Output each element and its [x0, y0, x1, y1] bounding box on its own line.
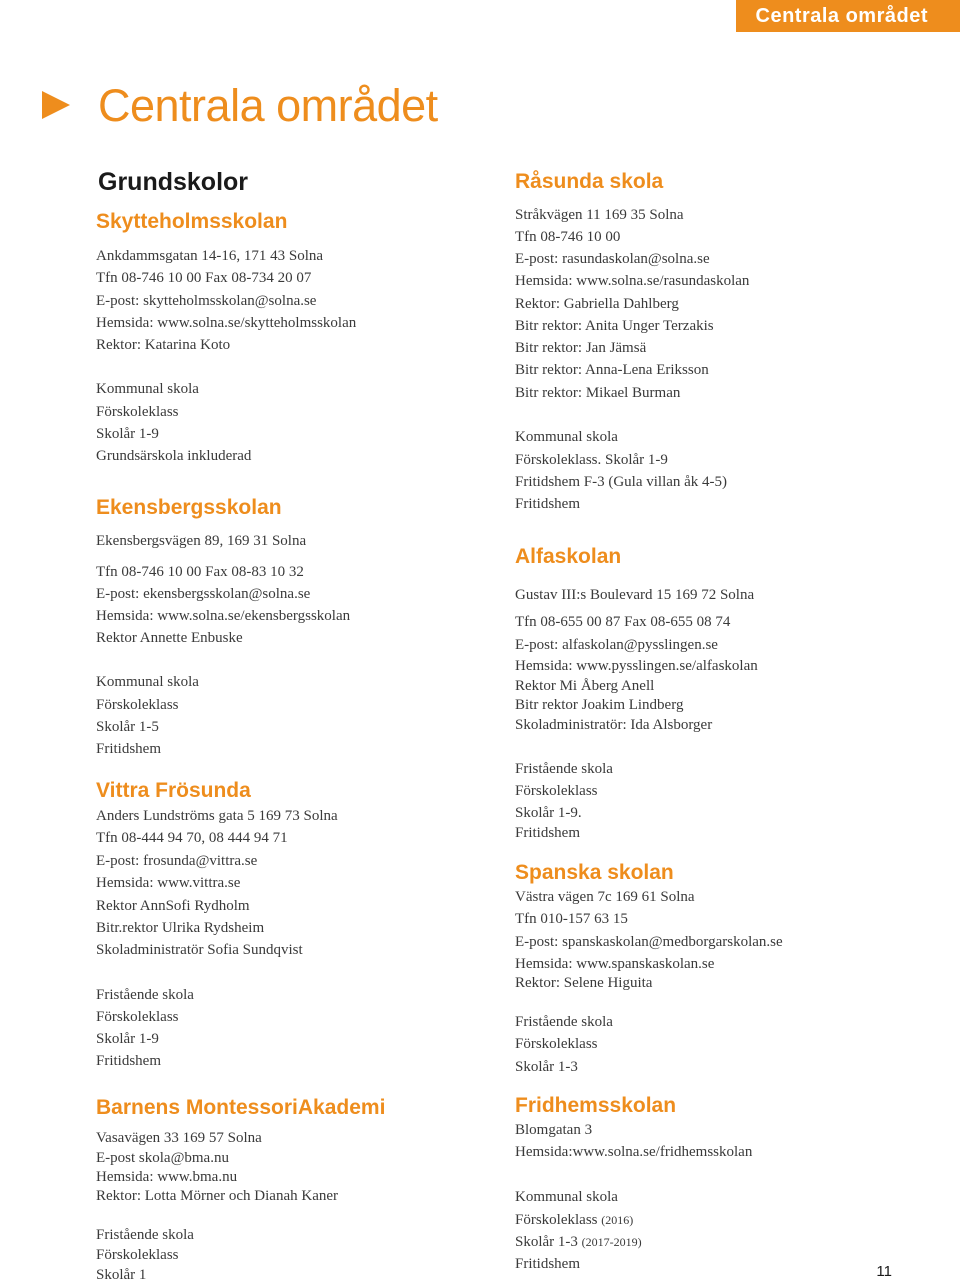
school-principal: Rektor Annette Enbuske: [96, 630, 243, 646]
school-info: Fritidshem: [515, 825, 581, 841]
school-address: Ankdammsgatan 14-16, 171 43 Solna: [96, 248, 324, 264]
school-email: E-post: frosunda@vittra.se: [96, 853, 258, 869]
school-info: Skolår 1: [96, 1267, 147, 1283]
school-info: Förskoleklass: [515, 1036, 598, 1052]
school-info: Förskoleklass. Skolår 1-9: [515, 452, 668, 468]
school-vice-principal: Bitr.rektor Ulrika Rydsheim: [96, 920, 265, 936]
school-info: Fritidshem: [515, 496, 581, 512]
school-name: Skytteholmsskolan: [96, 210, 288, 233]
school-email: E-post: spanskaskolan@medborgarskolan.se: [515, 934, 783, 950]
school-phone: Tfn 08-655 00 87 Fax 08-655 08 74: [515, 614, 731, 630]
school-address: Blomgatan 3: [515, 1122, 593, 1138]
page-number: 11: [876, 1263, 892, 1280]
school-website: Hemsida: www.solna.se/skytteholmsskolan: [96, 315, 357, 331]
school-address: Stråkvägen 11 169 35 Solna: [515, 207, 684, 223]
school-phone: Tfn 08-746 10 00 Fax 08-734 20 07: [96, 270, 312, 286]
school-info: Förskoleklass: [96, 1247, 179, 1263]
school-email: E-post: rasundaskolan@solna.se: [515, 251, 710, 267]
school-type: Fristående skola: [515, 761, 613, 777]
school-principal: Rektor: Gabriella Dahlberg: [515, 296, 679, 312]
school-name: Barnens MontessoriAkademi: [96, 1096, 386, 1119]
school-vice-principal: Bitr rektor Joakim Lindberg: [515, 697, 684, 713]
school-info: [515, 1210, 633, 1230]
school-principal: Rektor: Lotta Mörner och Dianah Kaner: [96, 1188, 338, 1204]
school-info: Fritidshem: [96, 1053, 162, 1069]
school-website: Hemsida: www.solna.se/ekensbergsskolan: [96, 608, 351, 624]
school-website: Hemsida: www.vittra.se: [96, 875, 241, 891]
section-title: Grundskolor: [98, 168, 249, 196]
school-phone: Tfn 08-444 94 70, 08 444 94 71: [96, 830, 288, 846]
school-address: Västra vägen 7c 169 61 Solna: [515, 889, 695, 905]
school-principal: Rektor Mi Åberg Anell: [515, 678, 655, 694]
school-administrator: Skoladministratör Sofia Sundqvist: [96, 942, 303, 958]
school-email: E-post: ekensbergsskolan@solna.se: [96, 586, 311, 602]
school-vice-principal: Bitr rektor: Mikael Burman: [515, 385, 681, 401]
school-info: Förskoleklass: [96, 404, 179, 420]
school-type: Kommunal skola: [96, 381, 199, 397]
school-phone: Tfn 08-746 10 00 Fax 08-83 10 32: [96, 564, 304, 580]
school-administrator: Skoladministratör: Ida Alsborger: [515, 717, 713, 733]
school-phone: Tfn 08-746 10 00: [515, 229, 621, 245]
header-band: Centrala området: [736, 0, 960, 32]
school-address: Vasavägen 33 169 57 Solna: [96, 1130, 262, 1146]
school-info: Fritidshem F-3 (Gula villan åk 4-5): [515, 474, 728, 490]
school-principal: Rektor AnnSofi Rydholm: [96, 898, 250, 914]
school-address: Gustav III:s Boulevard 15 169 72 Solna: [515, 587, 755, 603]
school-address: Anders Lundströms gata 5 169 73 Solna: [96, 808, 338, 824]
school-type: Fristående skola: [96, 1227, 194, 1243]
school-type: Fristående skola: [515, 1014, 613, 1030]
school-phone: Tfn 010-157 63 15: [515, 911, 628, 927]
school-info-text: Skolår 1-3: [515, 1234, 578, 1250]
school-info-year: (2016): [601, 1213, 634, 1227]
school-email: E-post: skytteholmsskolan@solna.se: [96, 293, 317, 309]
school-info-text: Förskoleklass: [515, 1212, 598, 1228]
school-info: Förskoleklass: [96, 1009, 179, 1025]
school-email: E-post skola@bma.nu: [96, 1150, 229, 1166]
school-info: Fritidshem: [96, 741, 162, 757]
school-type: Kommunal skola: [96, 674, 199, 690]
school-type: Kommunal skola: [515, 429, 618, 445]
school-email: E-post: alfaskolan@pysslingen.se: [515, 637, 718, 653]
page-title: Centrala området: [98, 80, 438, 131]
school-info: Skolår 1-9.: [515, 805, 582, 821]
school-vice-principal: Bitr rektor: Anna-Lena Eriksson: [515, 362, 709, 378]
school-info: Skolår 1-5: [96, 719, 159, 735]
school-name: Ekensbergsskolan: [96, 496, 282, 519]
school-vice-principal: Bitr rektor: Anita Unger Terzakis: [515, 318, 714, 334]
school-type: Kommunal skola: [515, 1189, 618, 1205]
school-website: Hemsida: www.pysslingen.se/alfaskolan: [515, 658, 758, 674]
school-name: Spanska skolan: [515, 861, 674, 884]
school-info: Skolår 1-3: [515, 1059, 578, 1075]
title-arrow-icon: [42, 91, 70, 119]
school-info: Skolår 1-9: [96, 426, 159, 442]
school-website: Hemsida: www.bma.nu: [96, 1169, 238, 1185]
school-vice-principal: Bitr rektor: Jan Jämsä: [515, 340, 647, 356]
school-name: Fridhemsskolan: [515, 1094, 677, 1117]
school-name: Vittra Frösunda: [96, 779, 251, 802]
school-name: Alfaskolan: [515, 545, 622, 568]
school-website: Hemsida: www.spanskaskolan.se: [515, 956, 715, 972]
school-info: Skolår 1-9: [96, 1031, 159, 1047]
school-principal: Rektor: Katarina Koto: [96, 337, 231, 353]
school-info: [515, 1232, 642, 1252]
school-website: Hemsida: www.solna.se/rasundaskolan: [515, 273, 750, 289]
school-info-year: (2017-2019): [581, 1235, 642, 1249]
school-type: Fristående skola: [96, 987, 194, 1003]
school-info: Förskoleklass: [515, 783, 598, 799]
school-info: Fritidshem: [515, 1256, 581, 1272]
school-address: Ekensbergsvägen 89, 169 31 Solna: [96, 533, 307, 549]
school-info: Förskoleklass: [96, 697, 179, 713]
school-info: Grundsärskola inkluderad: [96, 448, 252, 464]
school-website: Hemsida:www.solna.se/fridhemsskolan: [515, 1144, 753, 1160]
school-name: Råsunda skola: [515, 170, 664, 193]
school-principal: Rektor: Selene Higuita: [515, 975, 653, 991]
